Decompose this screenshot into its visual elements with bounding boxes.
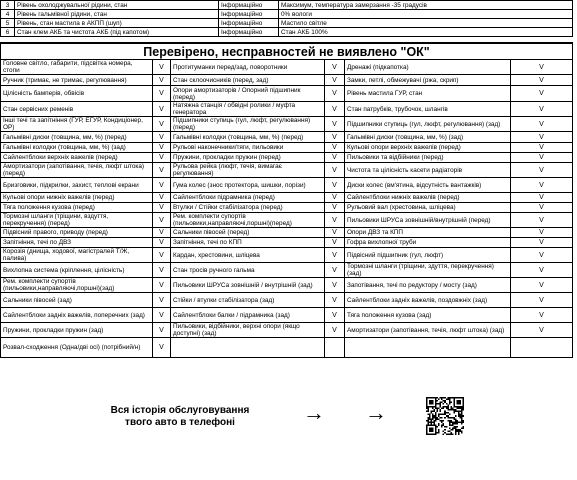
inspection-item: Рульова рейка (люфт, течія, вимагає регулювання) bbox=[171, 163, 325, 178]
top-info-row bbox=[1, 1, 573, 10]
ok-mark: V bbox=[511, 102, 573, 117]
inspection-row bbox=[1, 132, 573, 143]
inspection-item: Стан сервісних ременів bbox=[1, 102, 153, 117]
ok-mark: V bbox=[153, 193, 171, 203]
inspection-item: Ручник (тримає, не тримає, регулювання) bbox=[1, 75, 153, 86]
ok-mark: V bbox=[325, 293, 345, 308]
inspection-item: Дренажі (підкапотка) bbox=[345, 60, 511, 75]
ok-mark: V bbox=[325, 86, 345, 102]
ok-mark: V bbox=[153, 213, 171, 228]
ok-mark: V bbox=[511, 308, 573, 323]
inspection-item: Пружини, прокладки пружин (зад) bbox=[1, 323, 153, 338]
inspection-item: Амортизатори (запотівання, течія, люфт штока) (перед) bbox=[1, 163, 153, 178]
inspection-item: Сайлентблоки задніх важелів, поперечних (зад) bbox=[1, 308, 153, 323]
inspection-item: Кульові опори верхніх важелів (перед) bbox=[345, 143, 511, 153]
inspection-item: Замки, петлі, обмежувачі (ржа, скрип) bbox=[345, 75, 511, 86]
ok-mark: V bbox=[153, 163, 171, 178]
ok-mark: V bbox=[153, 102, 171, 117]
inspection-item: Сайлентблоки балки / підрамника (зад) bbox=[171, 308, 325, 323]
inspection-item: Сайлентблоки підрамника (перед) bbox=[171, 193, 325, 203]
inspection-item: Тормозні шланги (тріщини, вздуття, перекручення) (перед) bbox=[1, 213, 153, 228]
ok-mark: V bbox=[325, 278, 345, 293]
check-type: Інформаційно bbox=[219, 1, 279, 10]
inspection-item: Рульові наконечники/тяги, пильовики bbox=[171, 143, 325, 153]
ok-mark: V bbox=[153, 278, 171, 293]
inspection-item: Стан патрубків, трубочок, шлангів bbox=[345, 102, 511, 117]
ok-mark: V bbox=[153, 248, 171, 263]
inspection-item: Розвал-сходження (Одна/дві осі) (потрібний/н) bbox=[1, 338, 153, 358]
ok-mark: V bbox=[325, 75, 345, 86]
inspection-item: Пружини, прокладки пружин (перед) bbox=[171, 153, 325, 163]
inspection-row bbox=[1, 60, 573, 75]
ok-mark: V bbox=[325, 163, 345, 178]
ok-mark bbox=[511, 338, 573, 358]
qr-code-icon[interactable] bbox=[426, 397, 464, 435]
inspection-item: Запітніння, течі по ДВЗ bbox=[1, 238, 153, 248]
ok-mark: V bbox=[153, 203, 171, 213]
inspection-item: Стійки / втулки стабілізатора (зад) bbox=[171, 293, 325, 308]
ok-mark: V bbox=[511, 238, 573, 248]
inspection-table bbox=[0, 42, 573, 358]
ok-mark: V bbox=[325, 213, 345, 228]
check-item: Рівень, стан мастила в АКПП (шуп) bbox=[15, 19, 219, 28]
ok-mark: V bbox=[325, 102, 345, 117]
ok-mark: V bbox=[511, 60, 573, 75]
ok-mark: V bbox=[153, 338, 171, 358]
inspection-item: Сальники півосей (зад) bbox=[1, 293, 153, 308]
inspection-item: Гофра вихлопної труби bbox=[345, 238, 511, 248]
promo-line-2: твого авто в телефоні bbox=[125, 417, 235, 428]
ok-mark: V bbox=[153, 132, 171, 143]
inspection-item: Чистота та цілісність касети радіаторів bbox=[345, 163, 511, 178]
inspection-item: Сайлентблоки нижніх важелів (перед) bbox=[345, 193, 511, 203]
inspection-item: Запітніння, течі по КПП bbox=[171, 238, 325, 248]
inspection-item: Гальмівні диски (товщина, мм, %) (зад) bbox=[345, 132, 511, 143]
inspection-item bbox=[345, 338, 511, 358]
ok-mark: V bbox=[325, 238, 345, 248]
inspection-row bbox=[1, 163, 573, 178]
ok-mark: V bbox=[511, 263, 573, 278]
inspection-row bbox=[1, 248, 573, 263]
ok-mark: V bbox=[325, 248, 345, 263]
ok-mark: V bbox=[153, 263, 171, 278]
inspection-item: Протитуманки перед/зад, поворотники bbox=[171, 60, 325, 75]
inspection-item: Пильовики ШРУСа зовнішній / внутрішній (зад) bbox=[171, 278, 325, 293]
inspection-item: Підвісний правого, приводу (перед) bbox=[1, 228, 153, 238]
inspection-item: Опори амортизаторів / Опорний підшипник (перед) bbox=[171, 86, 325, 102]
inspection-item: Пильовики, відбійники, верхні опори (якщо доступні) (зад) bbox=[171, 323, 325, 338]
inspection-item: Рульовий вал (хрестовина, шліцева) bbox=[345, 203, 511, 213]
inspection-item: Втулки / Стійки стабілізатора (перед) bbox=[171, 203, 325, 213]
ok-mark: V bbox=[153, 228, 171, 238]
inspection-item: Підшипники ступиць (гул, люфт, регулювання) (перед) bbox=[171, 117, 325, 132]
inspection-row bbox=[1, 102, 573, 117]
inspection-item: Сайлентблоки задніх важелів, поздовжніх (зад) bbox=[345, 293, 511, 308]
ok-mark: V bbox=[153, 308, 171, 323]
inspection-row bbox=[1, 263, 573, 278]
row-number: 3 bbox=[1, 1, 15, 10]
inspection-row bbox=[1, 228, 573, 238]
inspection-item: Тяга положення кузова (перед) bbox=[1, 203, 153, 213]
inspection-row bbox=[1, 178, 573, 193]
inspection-row bbox=[1, 86, 573, 102]
promo-line-1: Вся історія обслуговування bbox=[110, 405, 250, 416]
ok-mark: V bbox=[511, 278, 573, 293]
check-value: Максимум, температура замерзання -35 градусів bbox=[279, 1, 573, 10]
top-info-row bbox=[1, 28, 573, 37]
ok-mark: V bbox=[153, 86, 171, 102]
ok-mark: V bbox=[511, 86, 573, 102]
inspection-item: Стан склоочисників (перед, зад) bbox=[171, 75, 325, 86]
inspection-item: Вихлопна система (кріплення, цілісність) bbox=[1, 263, 153, 278]
inspection-item: Амортизатори (запотівання, течія, люфт штока) (зад) bbox=[345, 323, 511, 338]
inspection-item: Тормозні шланги (тріщини, здуття, перекручення) (зад) bbox=[345, 263, 511, 278]
ok-mark: V bbox=[511, 193, 573, 203]
inspection-item: Рівень мастила ГУР, стан bbox=[345, 86, 511, 102]
inspection-item: Стан тросів ручного гальма bbox=[171, 263, 325, 278]
check-value: 0% вологи bbox=[279, 10, 573, 19]
section-title-row bbox=[1, 43, 573, 60]
inspection-item: Підшипники ступиць (гул, люфт, регулювання) (зад) bbox=[345, 117, 511, 132]
ok-mark: V bbox=[153, 153, 171, 163]
ok-mark: V bbox=[325, 228, 345, 238]
ok-mark: V bbox=[325, 153, 345, 163]
check-item: Рівень охолоджувальної рідини, стан bbox=[15, 1, 219, 10]
ok-mark: V bbox=[511, 228, 573, 238]
top-info-row bbox=[1, 10, 573, 19]
check-value: Мастило світле bbox=[279, 19, 573, 28]
inspection-item: Гальмівні диски (товщина, мм, %) (перед) bbox=[1, 132, 153, 143]
inspection-item: Підвісний підшипник (гул, люфт) bbox=[345, 248, 511, 263]
ok-mark: V bbox=[511, 143, 573, 153]
top-info-table bbox=[0, 0, 573, 37]
inspection-row bbox=[1, 143, 573, 153]
ok-mark: V bbox=[325, 193, 345, 203]
inspection-row bbox=[1, 213, 573, 228]
inspection-item: Пильовики ШРУСа зовнішній/внутрішній (перед) bbox=[345, 213, 511, 228]
inspection-row bbox=[1, 308, 573, 323]
inspection-item: Натяжна станція / обвідні ролики / муфта генератора bbox=[171, 102, 325, 117]
row-number: 6 bbox=[1, 28, 15, 37]
check-type: Інформаційно bbox=[219, 10, 279, 19]
ok-mark: V bbox=[325, 143, 345, 153]
ok-mark: V bbox=[325, 203, 345, 213]
ok-mark: V bbox=[153, 75, 171, 86]
check-item: Стан клем АКБ та чистота АКБ (під капотом) bbox=[15, 28, 219, 37]
check-item: Рівень гальмівної рідини, стан bbox=[15, 10, 219, 19]
check-value: Стан АКБ 100% bbox=[279, 28, 573, 37]
inspection-row bbox=[1, 153, 573, 163]
inspection-item: Цілісність бамперів, обвісів bbox=[1, 86, 153, 102]
inspection-row bbox=[1, 278, 573, 293]
inspection-item: Тяга положення кузова (зад) bbox=[345, 308, 511, 323]
ok-mark: V bbox=[153, 60, 171, 75]
ok-mark: V bbox=[325, 117, 345, 132]
history-promo bbox=[100, 405, 260, 429]
ok-mark: V bbox=[325, 263, 345, 278]
check-type: Інформаційно bbox=[219, 19, 279, 28]
inspection-item: Сальники півосей (перед) bbox=[171, 228, 325, 238]
ok-mark: V bbox=[511, 117, 573, 132]
ok-mark: V bbox=[511, 178, 573, 193]
inspection-item: Гальмівні колодки (товщина, мм, %) (перед) bbox=[171, 132, 325, 143]
inspection-item bbox=[171, 338, 325, 358]
ok-mark: V bbox=[511, 213, 573, 228]
inspection-item: Гальмівні колодки (товщина, мм, %) (зад) bbox=[1, 143, 153, 153]
inspection-item: Сайлентблоки верхніх важелів (перед) bbox=[1, 153, 153, 163]
inspection-item: Рем. комплекти супортів (пильовики,направляючі,поршні)(перед) bbox=[171, 213, 325, 228]
ok-mark: V bbox=[325, 132, 345, 143]
ok-mark: V bbox=[325, 178, 345, 193]
ok-mark: V bbox=[153, 117, 171, 132]
inspection-item: Рем. комплекти супортів (пильовики,направляючі,поршні)(зад) bbox=[1, 278, 153, 293]
arrow-right-icon: → bbox=[365, 400, 387, 425]
ok-mark: V bbox=[153, 293, 171, 308]
ok-mark: V bbox=[153, 238, 171, 248]
inspection-row bbox=[1, 117, 573, 132]
ok-mark: V bbox=[325, 60, 345, 75]
inspection-item: Головне світло, габарити, підсвітка номера, стопи bbox=[1, 60, 153, 75]
ok-mark: V bbox=[153, 323, 171, 338]
inspection-row bbox=[1, 323, 573, 338]
ok-mark: V bbox=[511, 203, 573, 213]
ok-mark: V bbox=[511, 323, 573, 338]
check-type: Інформаційно bbox=[219, 28, 279, 37]
inspection-row bbox=[1, 338, 573, 358]
ok-mark: V bbox=[153, 143, 171, 153]
inspection-row bbox=[1, 193, 573, 203]
inspection-item: Кардан, хрестовини, шліцева bbox=[171, 248, 325, 263]
inspection-row bbox=[1, 75, 573, 86]
inspection-item: Кульові опори нижніх важелів (перед) bbox=[1, 193, 153, 203]
ok-mark: V bbox=[153, 178, 171, 193]
ok-mark: V bbox=[325, 323, 345, 338]
inspection-item: Опори ДВЗ та КПП bbox=[345, 228, 511, 238]
ok-mark: V bbox=[511, 293, 573, 308]
ok-mark: V bbox=[511, 248, 573, 263]
inspection-item: Запотівання, течі по редуктору / мосту (зад) bbox=[345, 278, 511, 293]
ok-mark: V bbox=[511, 153, 573, 163]
inspection-item: Інші течі та запітніння (ГУР, ЕГУР, Кондиціонер, ОР) bbox=[1, 117, 153, 132]
inspection-item: Пильовики та відбійники (перед) bbox=[345, 153, 511, 163]
top-info-row bbox=[1, 19, 573, 28]
inspection-row bbox=[1, 203, 573, 213]
arrow-right-icon: → bbox=[303, 400, 325, 425]
inspection-item: Гума колес (знос протектора, шишки, порізи) bbox=[171, 178, 325, 193]
ok-mark: V bbox=[325, 308, 345, 323]
row-number: 5 bbox=[1, 19, 15, 28]
section-title: Перевірено, несправностей не виявлено "ОК" bbox=[1, 43, 573, 60]
inspection-item: Диски колес (вм'ятина, відсутність вантажків) bbox=[345, 178, 511, 193]
ok-mark bbox=[325, 338, 345, 358]
inspection-item: Корозія (днища, ходової, магістралей Т/Ж, палива) bbox=[1, 248, 153, 263]
inspection-row bbox=[1, 293, 573, 308]
inspection-row bbox=[1, 238, 573, 248]
ok-mark: V bbox=[511, 132, 573, 143]
row-number: 4 bbox=[1, 10, 15, 19]
ok-mark: V bbox=[511, 163, 573, 178]
ok-mark: V bbox=[511, 75, 573, 86]
inspection-item: Бризговики, підкрилки, захист, теплові екрани bbox=[1, 178, 153, 193]
